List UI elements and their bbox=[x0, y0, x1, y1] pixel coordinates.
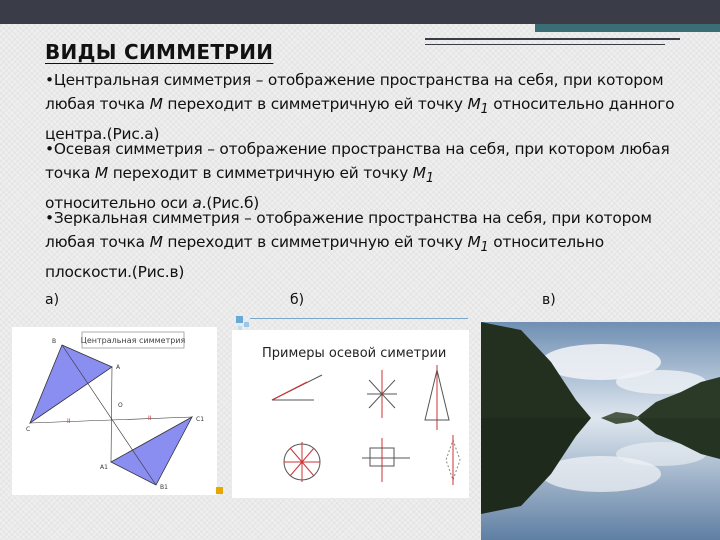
paragraph-mirror-symmetry bbox=[45, 206, 685, 284]
point-m: M bbox=[149, 233, 163, 251]
figure-axial-symmetry bbox=[232, 330, 469, 498]
subscript: 1 bbox=[480, 102, 489, 118]
point-m: M bbox=[94, 164, 108, 182]
segment-aa1 bbox=[111, 367, 112, 462]
text: Центральная симметрия – отображение пространства на себя, при котором любая точка bbox=[45, 71, 664, 113]
point-label-o: O bbox=[118, 402, 123, 409]
point-label-a: A bbox=[116, 364, 121, 371]
point-label-c: C bbox=[26, 426, 31, 433]
figure-label-b: б) bbox=[290, 292, 305, 308]
text: переходит в симметричную ей точку bbox=[162, 95, 468, 113]
bullet: • bbox=[45, 71, 54, 89]
bisector-axis bbox=[272, 382, 307, 400]
central-symmetry-diagram bbox=[12, 327, 217, 495]
triangle-abc bbox=[30, 345, 112, 423]
subscript: 1 bbox=[425, 171, 434, 187]
top-bar bbox=[0, 0, 720, 24]
text: переходит в симметричную ей точку bbox=[108, 164, 413, 182]
text: Осевая симметрия – отображение пространства на себя, при котором любая точка bbox=[45, 140, 670, 182]
figure-label-a: а) bbox=[45, 292, 60, 308]
point-label-c1: C1 bbox=[196, 416, 205, 423]
tick-mark-1: II bbox=[67, 418, 71, 425]
bullet: • bbox=[45, 140, 54, 158]
header-rule-thin bbox=[425, 44, 665, 45]
deco-square bbox=[244, 322, 249, 327]
lake-reflection-image bbox=[481, 322, 720, 540]
point-label-b: B bbox=[52, 338, 57, 345]
text: .(Рис.б) bbox=[201, 194, 260, 213]
caption-text: Примеры осевой симетрии bbox=[262, 346, 447, 361]
photo-lake-reflection bbox=[481, 322, 720, 540]
deco-square bbox=[236, 316, 243, 323]
slide-title: ВИДЫ СИММЕТРИИ bbox=[45, 40, 274, 64]
figure-central-symmetry bbox=[12, 327, 217, 495]
bullet: • bbox=[45, 209, 54, 227]
caption-text: Центральная симметрия bbox=[80, 336, 186, 345]
top-bar-accent bbox=[535, 24, 720, 32]
paragraph-central-symmetry bbox=[45, 68, 685, 146]
tick-mark-2: II bbox=[148, 415, 152, 422]
point-m: M bbox=[149, 95, 163, 113]
paragraph-axial-symmetry bbox=[45, 137, 685, 215]
point-m1: M bbox=[467, 95, 481, 113]
text: относительно плоскости.(Рис.в) bbox=[45, 233, 604, 282]
subscript: 1 bbox=[480, 240, 489, 256]
point-m1: M bbox=[412, 164, 426, 182]
axis-a: а bbox=[192, 194, 202, 213]
triangle-a1b1c1 bbox=[111, 417, 192, 485]
deco-square bbox=[216, 487, 223, 494]
axial-symmetry-diagram bbox=[232, 330, 469, 498]
text: относительно оси bbox=[45, 194, 193, 213]
text: Зеркальная симметрия – отображение пространства на себя, при котором любая точка bbox=[45, 209, 652, 251]
point-label-a1: A1 bbox=[100, 464, 108, 471]
header-rule bbox=[425, 38, 680, 40]
figure-b-topline bbox=[250, 318, 468, 319]
figure-label-v: в) bbox=[542, 292, 556, 308]
point-m1: M bbox=[467, 233, 481, 251]
point-label-b1: B1 bbox=[160, 484, 168, 491]
text: переходит в симметричную ей точку bbox=[162, 233, 468, 251]
text: относительно данного центра.(Рис.а) bbox=[45, 95, 675, 144]
